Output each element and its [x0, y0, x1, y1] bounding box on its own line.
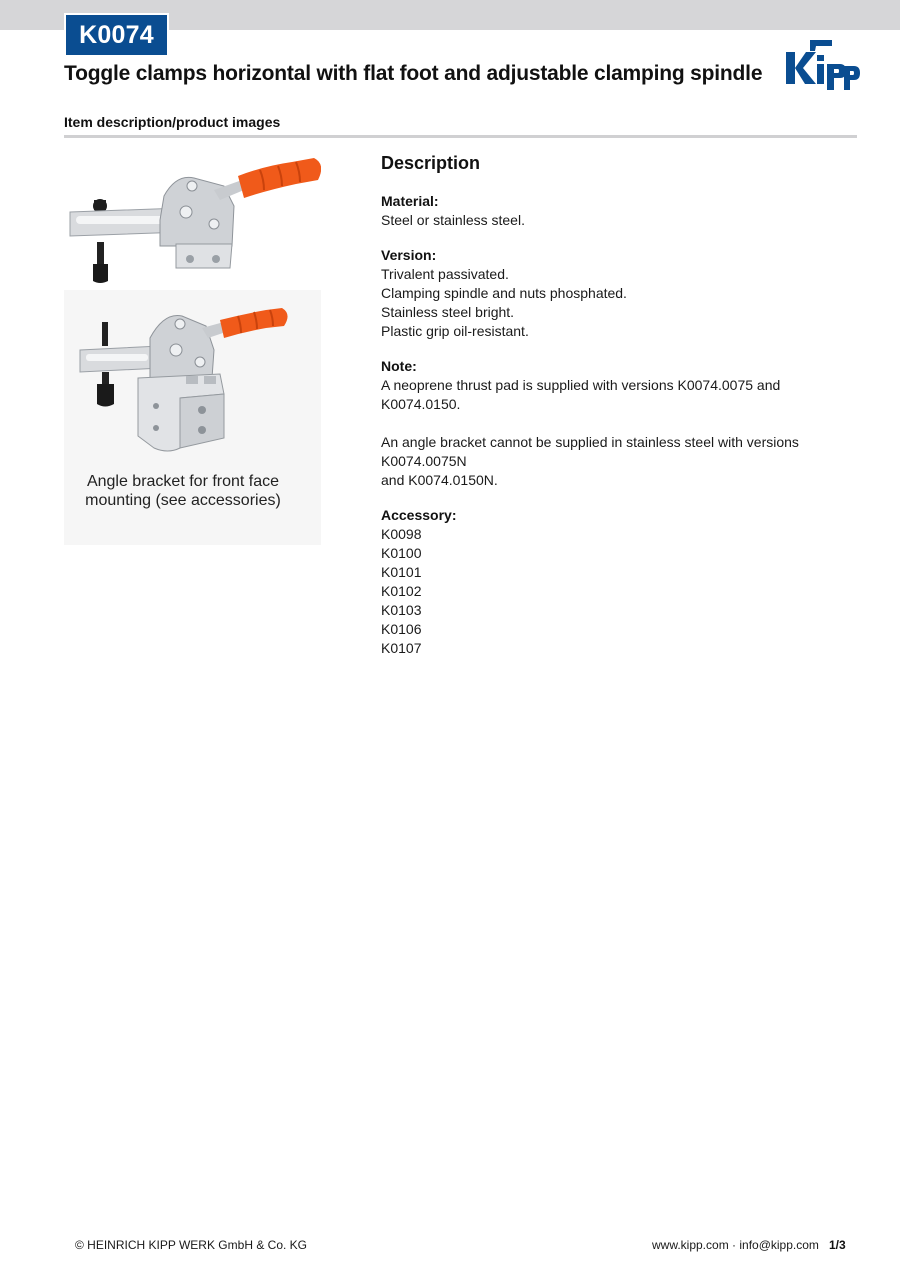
note-line: An angle bracket cannot be supplied in stainless steel with versions K0074.0075N [381, 434, 799, 469]
accessory-item: K0102 [381, 583, 422, 599]
description-title: Description [381, 153, 481, 173]
material-line: Steel or stainless steel. [381, 212, 525, 228]
toggle-clamp-angle-bracket-image [64, 298, 321, 458]
kipp-logo [782, 38, 860, 92]
accessory-item: K0103 [381, 602, 422, 618]
version-label: Version: [381, 247, 437, 263]
version-line: Clamping spindle and nuts phosphated. [381, 285, 627, 301]
version-block [381, 246, 857, 341]
product-code-badge [64, 13, 169, 57]
product-image-panel [64, 150, 321, 545]
note-label: Note: [381, 358, 417, 374]
version-line: Plastic grip oil-resistant. [381, 323, 529, 339]
version-line: Stainless steel bright. [381, 304, 515, 320]
image-caption: Angle bracket for front face mounting (see accessories) [85, 473, 281, 509]
product-code: K0074 [66, 15, 167, 55]
accessory-item: K0098 [381, 526, 422, 542]
accessory-label: Accessory: [381, 507, 457, 523]
section-heading: Item description/product images [64, 114, 281, 130]
page-title: Toggle clamps horizontal with flat foot and adjustable clamping spindle [64, 62, 763, 85]
description-column [381, 153, 857, 674]
page-number: 1/3 [829, 1238, 846, 1252]
accessory-item: K0100 [381, 545, 422, 561]
toggle-clamp-flat-foot-image [64, 150, 321, 290]
note-line: and K0074.0150N. [381, 472, 498, 488]
note-line: A neoprene thrust pad is supplied with versions K0074.0075 and K0074.0150. [381, 377, 781, 412]
material-block [381, 192, 857, 230]
note-block [381, 357, 857, 490]
accessory-item: K0106 [381, 621, 422, 637]
accessory-block [381, 506, 857, 658]
accessory-item: K0101 [381, 564, 422, 580]
section-divider [64, 135, 857, 138]
material-label: Material: [381, 193, 439, 209]
footer-contact: www.kipp.com · info@kipp.com [652, 1238, 819, 1252]
version-line: Trivalent passivated. [381, 266, 509, 282]
accessory-item: K0107 [381, 640, 422, 656]
footer-copyright: © HEINRICH KIPP WERK GmbH & Co. KG [75, 1238, 307, 1252]
